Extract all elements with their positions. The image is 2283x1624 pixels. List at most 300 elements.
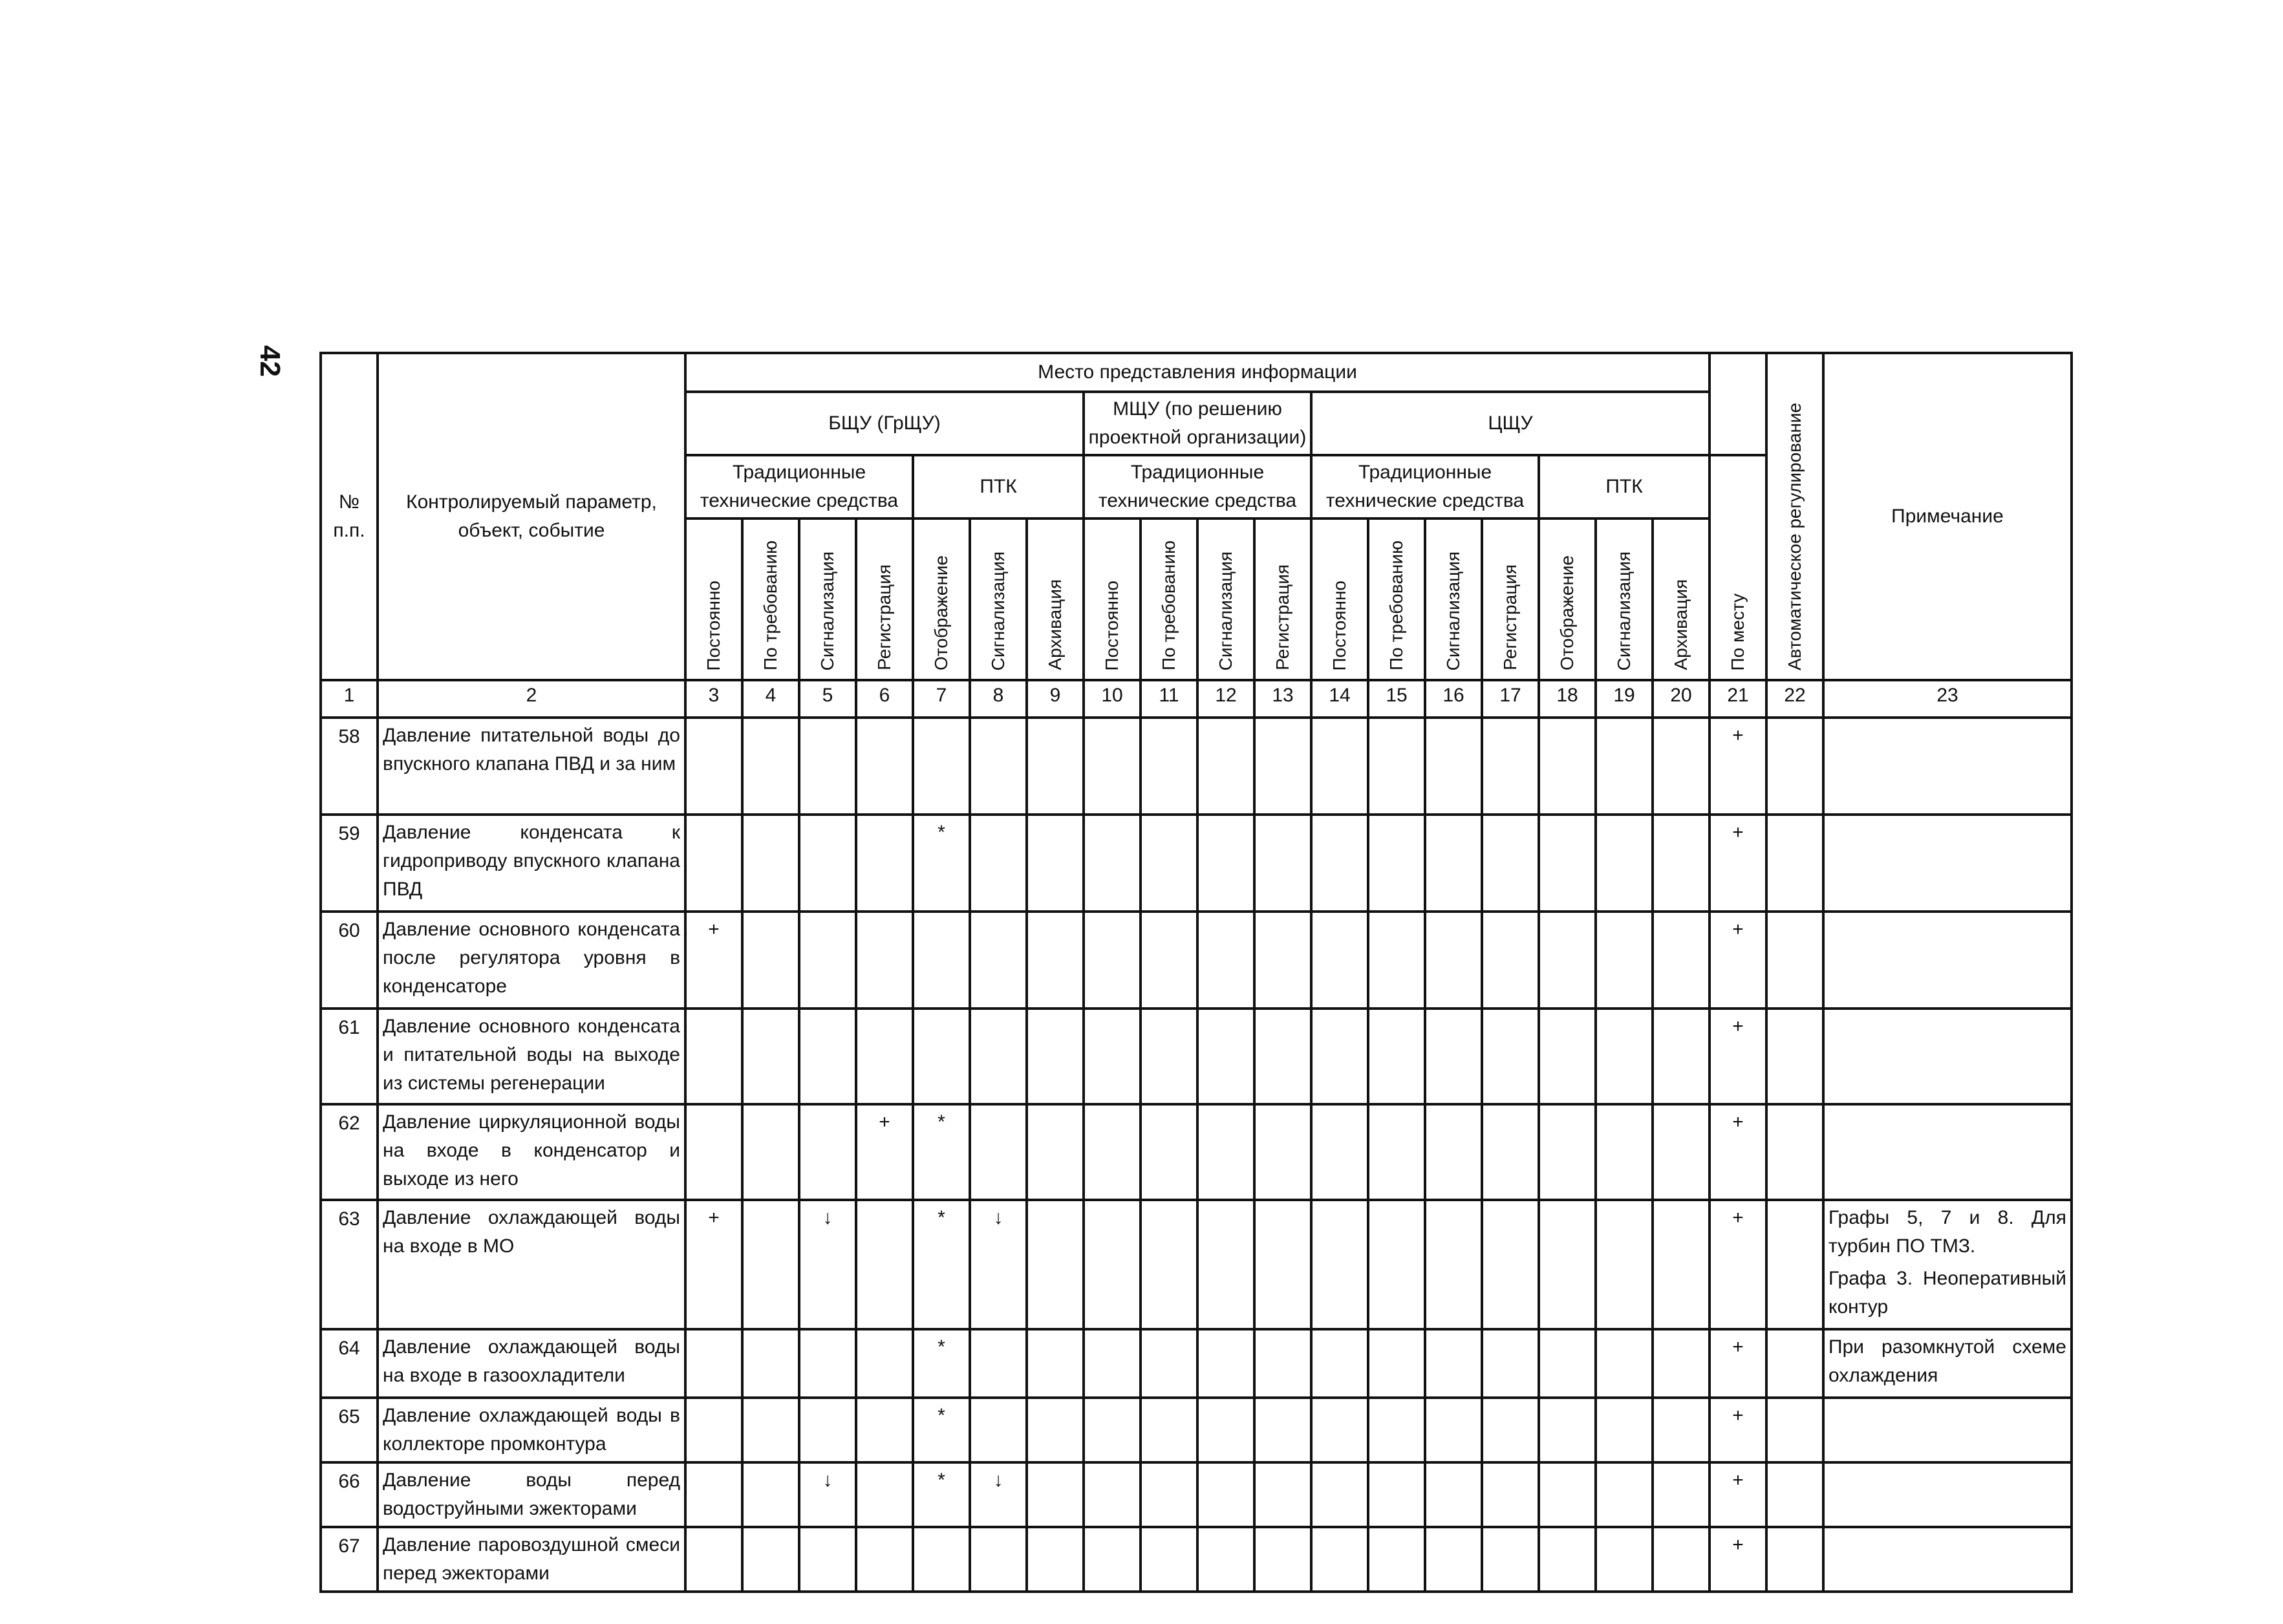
mark-cell	[1425, 912, 1482, 1009]
mark-cell	[1425, 1527, 1482, 1592]
mark-cell: *	[913, 1104, 970, 1200]
table-row	[321, 1398, 2072, 1462]
mark-cell	[1653, 1462, 1710, 1527]
row-number: 58	[321, 718, 378, 815]
mark-cell	[1368, 718, 1425, 815]
header-col-12: Сигнализация	[1197, 518, 1254, 680]
mark-cell	[1653, 1104, 1710, 1200]
mark-cell	[1425, 815, 1482, 912]
col-num: 16	[1425, 680, 1482, 718]
header-col-10: Постоянно	[1084, 518, 1141, 680]
col-num: 11	[1141, 680, 1197, 718]
mark-cell	[1141, 718, 1197, 815]
col-num: 2	[378, 680, 685, 718]
header-col-17: Регистрация	[1482, 518, 1539, 680]
mark-cell	[856, 815, 913, 912]
header-col-19: Сигнализация	[1596, 518, 1653, 680]
mark-cell	[1596, 815, 1653, 912]
header-trad-mshu: Традиционные технические средства	[1084, 455, 1311, 518]
mark-cell	[1197, 912, 1254, 1009]
mark-cell	[1311, 1398, 1368, 1462]
parameter-cell: Давление основного конденсата и питательной воды на выходе из системы регенерации	[378, 1009, 685, 1104]
mark-cell: +	[856, 1104, 913, 1200]
col-num: 17	[1482, 680, 1539, 718]
mark-cell	[970, 912, 1027, 1009]
note-cell	[1823, 912, 2072, 1009]
mark-cell	[1539, 1200, 1596, 1329]
mark-cell: +	[1710, 1462, 1766, 1527]
header-mshu: МЩУ (по решению проектной организации)	[1084, 392, 1311, 455]
mark-cell	[1254, 815, 1311, 912]
mark-cell	[1425, 1104, 1482, 1200]
mark-cell	[1596, 1009, 1653, 1104]
parameter-cell: Давление паровоздушной смеси перед эжекторами	[378, 1527, 685, 1592]
mark-cell: +	[1710, 1527, 1766, 1592]
row-number: 61	[321, 1009, 378, 1104]
parameter-cell: Давление охлаждающей воды на входе в МО	[378, 1200, 685, 1329]
mark-cell	[799, 1104, 856, 1200]
mark-cell	[742, 718, 799, 815]
header-place: Место представления информации	[685, 353, 1710, 392]
mark-cell	[1425, 1200, 1482, 1329]
mark-cell	[1368, 1329, 1425, 1398]
mark-cell: *	[913, 1329, 970, 1398]
header-cshu: ЦЩУ	[1311, 392, 1710, 455]
parameter-cell: Давление охлаждающей воды на входе в газоохладители	[378, 1329, 685, 1398]
mark-cell	[1368, 912, 1425, 1009]
mark-cell	[1197, 1398, 1254, 1462]
col-num: 23	[1823, 680, 2072, 718]
mark-cell	[1368, 815, 1425, 912]
mark-cell	[913, 718, 970, 815]
row-number: 59	[321, 815, 378, 912]
mark-cell	[1425, 1398, 1482, 1462]
col-num: 10	[1084, 680, 1141, 718]
mark-cell	[1084, 1104, 1141, 1200]
header-col-15: По требованию	[1368, 518, 1425, 680]
mark-cell: ↓	[970, 1200, 1027, 1329]
mark-cell: +	[685, 1200, 742, 1329]
note-text: При разомкнутой схеме охлаждения	[1828, 1336, 2066, 1386]
mark-cell	[685, 718, 742, 815]
note-cell	[1823, 1462, 2072, 1527]
note-cell	[1823, 1398, 2072, 1462]
mark-cell: +	[1710, 1398, 1766, 1462]
mark-cell	[1141, 912, 1197, 1009]
mark-cell	[1766, 1462, 1823, 1527]
header-param: Контролируемый параметр, объект, событие	[378, 353, 685, 680]
mark-cell	[1539, 1462, 1596, 1527]
header-col-4: По требованию	[742, 518, 799, 680]
mark-cell	[1653, 1527, 1710, 1592]
mark-cell	[1653, 815, 1710, 912]
mark-cell	[1766, 912, 1823, 1009]
header-col-13: Регистрация	[1254, 518, 1311, 680]
table-row	[321, 912, 2072, 1009]
col-num: 5	[799, 680, 856, 718]
mark-cell	[1141, 815, 1197, 912]
mark-cell	[1141, 1527, 1197, 1592]
mark-cell	[685, 1462, 742, 1527]
parameter-cell: Давление основного конденсата после регулятора уровня в конденсаторе	[378, 912, 685, 1009]
mark-cell	[1539, 1104, 1596, 1200]
mark-cell	[1596, 1398, 1653, 1462]
col-num: 7	[913, 680, 970, 718]
mark-cell	[685, 1009, 742, 1104]
mark-cell	[1141, 1398, 1197, 1462]
mark-cell	[1027, 1462, 1084, 1527]
mark-cell	[1766, 1398, 1823, 1462]
mark-cell	[1596, 912, 1653, 1009]
col-num: 9	[1027, 680, 1084, 718]
mark-cell	[1482, 1329, 1539, 1398]
mark-cell	[1653, 1329, 1710, 1398]
header-col-20: Архивация	[1653, 518, 1710, 680]
mark-cell	[1766, 815, 1823, 912]
mark-cell	[742, 1527, 799, 1592]
mark-cell	[1141, 1329, 1197, 1398]
col-num: 15	[1368, 680, 1425, 718]
mark-cell	[1539, 912, 1596, 1009]
mark-cell	[1027, 1527, 1084, 1592]
mark-cell	[970, 1527, 1027, 1592]
mark-cell	[1482, 1462, 1539, 1527]
mark-cell	[856, 1462, 913, 1527]
mark-cell	[1084, 718, 1141, 815]
mark-cell: +	[1710, 1329, 1766, 1398]
mark-cell	[970, 1009, 1027, 1104]
mark-cell	[1197, 1200, 1254, 1329]
mark-cell	[1766, 1527, 1823, 1592]
mark-cell	[742, 912, 799, 1009]
col-num: 14	[1311, 680, 1368, 718]
column-numbers-row	[321, 680, 2072, 718]
mark-cell	[1653, 718, 1710, 815]
mark-cell	[1084, 1527, 1141, 1592]
mark-cell	[1596, 1200, 1653, 1329]
col-num: 22	[1766, 680, 1823, 718]
row-number: 63	[321, 1200, 378, 1329]
mark-cell	[799, 1398, 856, 1462]
header-num: № п.п.	[321, 353, 378, 680]
table-row	[321, 1200, 2072, 1329]
table-row	[321, 718, 2072, 815]
header-bshu: БЩУ (ГрЩУ)	[685, 392, 1084, 455]
mark-cell	[742, 815, 799, 912]
mark-cell	[1084, 912, 1141, 1009]
col-num: 19	[1596, 680, 1653, 718]
mark-cell	[1084, 1398, 1141, 1462]
header-place-ext	[1710, 353, 1766, 455]
mark-cell	[1084, 1462, 1141, 1527]
mark-cell	[1311, 1009, 1368, 1104]
header-col-11: По требованию	[1141, 518, 1197, 680]
mark-cell	[1254, 1009, 1311, 1104]
mark-cell	[1766, 1009, 1823, 1104]
mark-cell	[1084, 1329, 1141, 1398]
mark-cell	[856, 1009, 913, 1104]
parameter-cell: Давление охлаждающей воды в коллекторе промконтура	[378, 1398, 685, 1462]
col-num: 1	[321, 680, 378, 718]
note-cell	[1823, 1200, 2072, 1329]
mark-cell	[799, 815, 856, 912]
mark-cell	[1766, 1104, 1823, 1200]
mark-cell: +	[685, 912, 742, 1009]
mark-cell	[1027, 1200, 1084, 1329]
mark-cell	[970, 1104, 1027, 1200]
mark-cell	[1653, 1009, 1710, 1104]
mark-cell	[856, 1527, 913, 1592]
row-number: 67	[321, 1527, 378, 1592]
mark-cell: *	[913, 1462, 970, 1527]
mark-cell	[1311, 1200, 1368, 1329]
mark-cell	[1596, 1462, 1653, 1527]
mark-cell	[1596, 718, 1653, 815]
mark-cell	[856, 1329, 913, 1398]
header-col-9: Архивация	[1027, 518, 1084, 680]
mark-cell	[970, 815, 1027, 912]
mark-cell: ↓	[970, 1462, 1027, 1527]
mark-cell	[1425, 718, 1482, 815]
col-num: 13	[1254, 680, 1311, 718]
mark-cell	[1254, 1329, 1311, 1398]
mark-cell	[685, 815, 742, 912]
header-col-18: Отображение	[1539, 518, 1596, 680]
mark-cell: +	[1710, 912, 1766, 1009]
mark-cell	[799, 1329, 856, 1398]
control-parameters-table	[319, 352, 2073, 1593]
mark-cell	[856, 1200, 913, 1329]
mark-cell	[1539, 1329, 1596, 1398]
mark-cell	[1311, 815, 1368, 912]
mark-cell	[685, 1329, 742, 1398]
mark-cell	[742, 1104, 799, 1200]
mark-cell	[1596, 1527, 1653, 1592]
mark-cell	[1596, 1329, 1653, 1398]
mark-cell	[1766, 1200, 1823, 1329]
mark-cell: *	[913, 1200, 970, 1329]
mark-cell	[1311, 1527, 1368, 1592]
mark-cell	[742, 1200, 799, 1329]
mark-cell: +	[1710, 718, 1766, 815]
row-number: 66	[321, 1462, 378, 1527]
row-number: 60	[321, 912, 378, 1009]
mark-cell	[1197, 1329, 1254, 1398]
col-num: 8	[970, 680, 1027, 718]
parameter-cell: Давление воды перед водоструйными эжекторами	[378, 1462, 685, 1527]
mark-cell	[1197, 1527, 1254, 1592]
col-num: 20	[1653, 680, 1710, 718]
table-row	[321, 1329, 2072, 1398]
mark-cell	[1766, 1329, 1823, 1398]
mark-cell	[799, 912, 856, 1009]
header-auto: Автоматическое регулирование	[1766, 353, 1823, 680]
mark-cell	[1141, 1009, 1197, 1104]
mark-cell	[1197, 1462, 1254, 1527]
mark-cell	[742, 1009, 799, 1104]
mark-cell	[1425, 1329, 1482, 1398]
mark-cell	[1482, 1200, 1539, 1329]
mark-cell	[913, 1527, 970, 1592]
header-trad-bshu: Традиционные технические средства	[685, 455, 913, 518]
mark-cell	[1027, 718, 1084, 815]
mark-cell	[1482, 815, 1539, 912]
parameter-cell: Давление конденсата к гидроприводу впускного клапана ПВД	[378, 815, 685, 912]
mark-cell	[1482, 912, 1539, 1009]
col-num: 4	[742, 680, 799, 718]
mark-cell	[799, 1009, 856, 1104]
note-text-2: Графа 3. Неоперативный контур	[1828, 1268, 2066, 1318]
mark-cell	[1197, 718, 1254, 815]
mark-cell	[856, 1398, 913, 1462]
header-col-6: Регистрация	[856, 518, 913, 680]
mark-cell	[1141, 1104, 1197, 1200]
header-col-16: Сигнализация	[1425, 518, 1482, 680]
mark-cell	[1311, 1462, 1368, 1527]
mark-cell	[970, 1398, 1027, 1462]
note-cell	[1823, 815, 2072, 912]
header-local: По месту	[1710, 455, 1766, 680]
note-cell	[1823, 1527, 2072, 1592]
mark-cell	[1027, 912, 1084, 1009]
mark-cell	[742, 1398, 799, 1462]
mark-cell	[1197, 1009, 1254, 1104]
mark-cell	[1653, 1398, 1710, 1462]
mark-cell	[1539, 1527, 1596, 1592]
mark-cell	[1368, 1527, 1425, 1592]
col-num: 6	[856, 680, 913, 718]
mark-cell	[1482, 1527, 1539, 1592]
col-num: 21	[1710, 680, 1766, 718]
mark-cell	[1368, 1104, 1425, 1200]
mark-cell	[913, 912, 970, 1009]
mark-cell	[1368, 1398, 1425, 1462]
mark-cell	[685, 1527, 742, 1592]
mark-cell	[1539, 718, 1596, 815]
mark-cell: *	[913, 815, 970, 912]
mark-cell	[1027, 1398, 1084, 1462]
mark-cell	[1311, 718, 1368, 815]
header-note: Примечание	[1823, 353, 2072, 680]
mark-cell: +	[1710, 815, 1766, 912]
mark-cell	[1311, 1104, 1368, 1200]
table-row	[321, 1462, 2072, 1527]
col-num: 3	[685, 680, 742, 718]
header-col-14: Постоянно	[1311, 518, 1368, 680]
note-cell	[1823, 1329, 2072, 1398]
mark-cell	[856, 912, 913, 1009]
mark-cell	[1027, 815, 1084, 912]
mark-cell	[1027, 1329, 1084, 1398]
mark-cell	[685, 1104, 742, 1200]
mark-cell	[1311, 912, 1368, 1009]
mark-cell	[1482, 1398, 1539, 1462]
mark-cell	[1084, 1009, 1141, 1104]
page-number: 42	[254, 345, 286, 377]
parameter-cell: Давление циркуляционной воды на входе в конденсатор и выходе из него	[378, 1104, 685, 1200]
mark-cell	[742, 1462, 799, 1527]
mark-cell	[1766, 718, 1823, 815]
mark-cell	[1311, 1329, 1368, 1398]
mark-cell	[1254, 1398, 1311, 1462]
header-trad-cshu: Традиционные технические средства	[1311, 455, 1539, 518]
mark-cell	[742, 1329, 799, 1398]
mark-cell	[1197, 815, 1254, 912]
header-col-8: Сигнализация	[970, 518, 1027, 680]
mark-cell	[970, 1329, 1027, 1398]
parameter-cell: Давление питательной воды до впускного клапана ПВД и за ним	[378, 718, 685, 815]
col-num: 18	[1539, 680, 1596, 718]
mark-cell	[1482, 718, 1539, 815]
mark-cell	[1027, 1104, 1084, 1200]
mark-cell	[1425, 1009, 1482, 1104]
mark-cell: ↓	[799, 1200, 856, 1329]
table-row	[321, 1104, 2072, 1200]
mark-cell: *	[913, 1398, 970, 1462]
row-number: 65	[321, 1398, 378, 1462]
mark-cell	[1653, 1200, 1710, 1329]
header-ptk-cshu: ПТК	[1539, 455, 1710, 518]
mark-cell	[856, 718, 913, 815]
mark-cell	[685, 1398, 742, 1462]
mark-cell	[1596, 1104, 1653, 1200]
mark-cell: +	[1710, 1200, 1766, 1329]
mark-cell	[1425, 1462, 1482, 1527]
mark-cell	[799, 718, 856, 815]
header-col-5: Сигнализация	[799, 518, 856, 680]
mark-cell	[1084, 1200, 1141, 1329]
row-number: 64	[321, 1329, 378, 1398]
mark-cell	[1254, 1462, 1311, 1527]
note-text: Графы 5, 7 и 8. Для турбин ПО ТМЗ.	[1828, 1207, 2066, 1257]
mark-cell	[1539, 1398, 1596, 1462]
mark-cell	[913, 1009, 970, 1104]
mark-cell	[1482, 1009, 1539, 1104]
mark-cell	[1653, 912, 1710, 1009]
mark-cell	[1254, 912, 1311, 1009]
header-col-7: Отображение	[913, 518, 970, 680]
row-number: 62	[321, 1104, 378, 1200]
mark-cell	[1482, 1104, 1539, 1200]
col-num: 12	[1197, 680, 1254, 718]
note-cell	[1823, 1104, 2072, 1200]
mark-cell	[1254, 1200, 1311, 1329]
note-cell	[1823, 718, 2072, 815]
mark-cell: ↓	[799, 1462, 856, 1527]
mark-cell	[1027, 1009, 1084, 1104]
mark-cell	[1084, 815, 1141, 912]
mark-cell: +	[1710, 1104, 1766, 1200]
mark-cell	[1539, 815, 1596, 912]
mark-cell	[1368, 1462, 1425, 1527]
mark-cell	[1141, 1462, 1197, 1527]
table-row	[321, 1009, 2072, 1104]
header-ptk-bshu: ПТК	[913, 455, 1084, 518]
mark-cell	[1368, 1009, 1425, 1104]
mark-cell	[1254, 1527, 1311, 1592]
mark-cell	[799, 1527, 856, 1592]
mark-cell	[1141, 1200, 1197, 1329]
mark-cell	[1368, 1200, 1425, 1329]
mark-cell	[1197, 1104, 1254, 1200]
table-row	[321, 815, 2072, 912]
mark-cell	[970, 718, 1027, 815]
mark-cell: +	[1710, 1009, 1766, 1104]
mark-cell	[1254, 718, 1311, 815]
mark-cell	[1254, 1104, 1311, 1200]
header-col-3: Постоянно	[685, 518, 742, 680]
mark-cell	[1539, 1009, 1596, 1104]
